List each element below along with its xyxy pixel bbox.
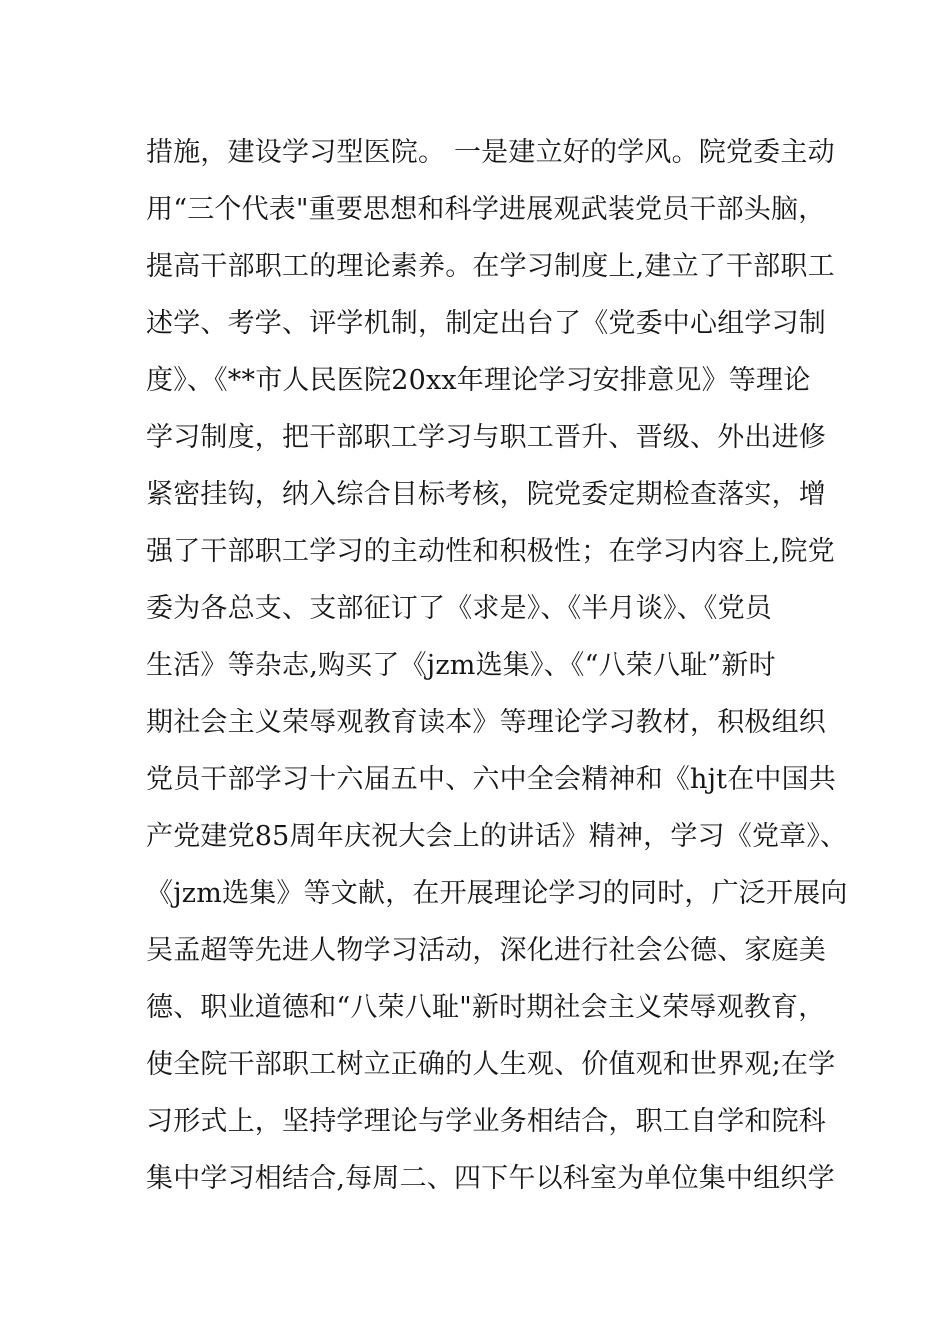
text-line-6: 学习制度，把干部职工学习与职工晋升、晋级、外出进修	[146, 422, 826, 453]
text-line-1: 措施，建设学习型医院。 一是建立好的学风。院党委主动	[146, 137, 835, 168]
text-line-16: 德、职业道德和“八荣八耻"新时期社会主义荣辱观教育，	[146, 992, 826, 1023]
text-line-19: 集中学习相结合,每周二、四下午以科室为单位集中组织学	[146, 1163, 835, 1194]
text-line-5: 度》、《**市人民医院20xx年理论学习安排意见》等理论	[146, 365, 811, 396]
text-line-14: 《jzm选集》等文献，在开展理论学习的同时，广泛开展向	[146, 878, 848, 909]
text-line-15: 吴孟超等先进人物学习活动，深化进行社会公德、家庭美	[146, 935, 826, 966]
body-paragraph	[146, 124, 846, 1207]
text-line-10: 生活》等杂志,购买了《jzm选集》、《“八荣八耻”新时	[146, 650, 776, 681]
text-line-13: 产党建党85周年庆祝大会上的讲话》精神，学习《党章》、	[146, 821, 848, 852]
text-line-11: 期社会主义荣辱观教育读本》等理论学习教材，积极组织	[146, 707, 826, 738]
text-line-8: 强了干部职工学习的主动性和积极性；在学习内容上,院党	[146, 536, 835, 567]
text-line-3: 提高干部职工的理论素养。在学习制度上,建立了干部职工	[146, 251, 835, 282]
text-line-12: 党员干部学习十六届五中、六中全会精神和《hjt在中国共	[146, 764, 837, 795]
text-line-9: 委为各总支、支部征订了《求是》、《半月谈》、《党员	[146, 593, 772, 624]
text-line-4: 述学、考学、评学机制，制定出台了《党委中心组学习制	[146, 308, 826, 339]
text-line-2: 用“三个代表"重要思想和科学进展观武装党员干部头脑，	[146, 194, 826, 225]
text-line-7: 紧密挂钩，纳入综合目标考核，院党委定期检查落实，增	[146, 479, 826, 510]
text-line-18: 习形式上，坚持学理论与学业务相结合，职工自学和院科	[146, 1106, 826, 1137]
text-line-17: 使全院干部职工树立正确的人生观、价值观和世界观;在学	[146, 1049, 836, 1080]
